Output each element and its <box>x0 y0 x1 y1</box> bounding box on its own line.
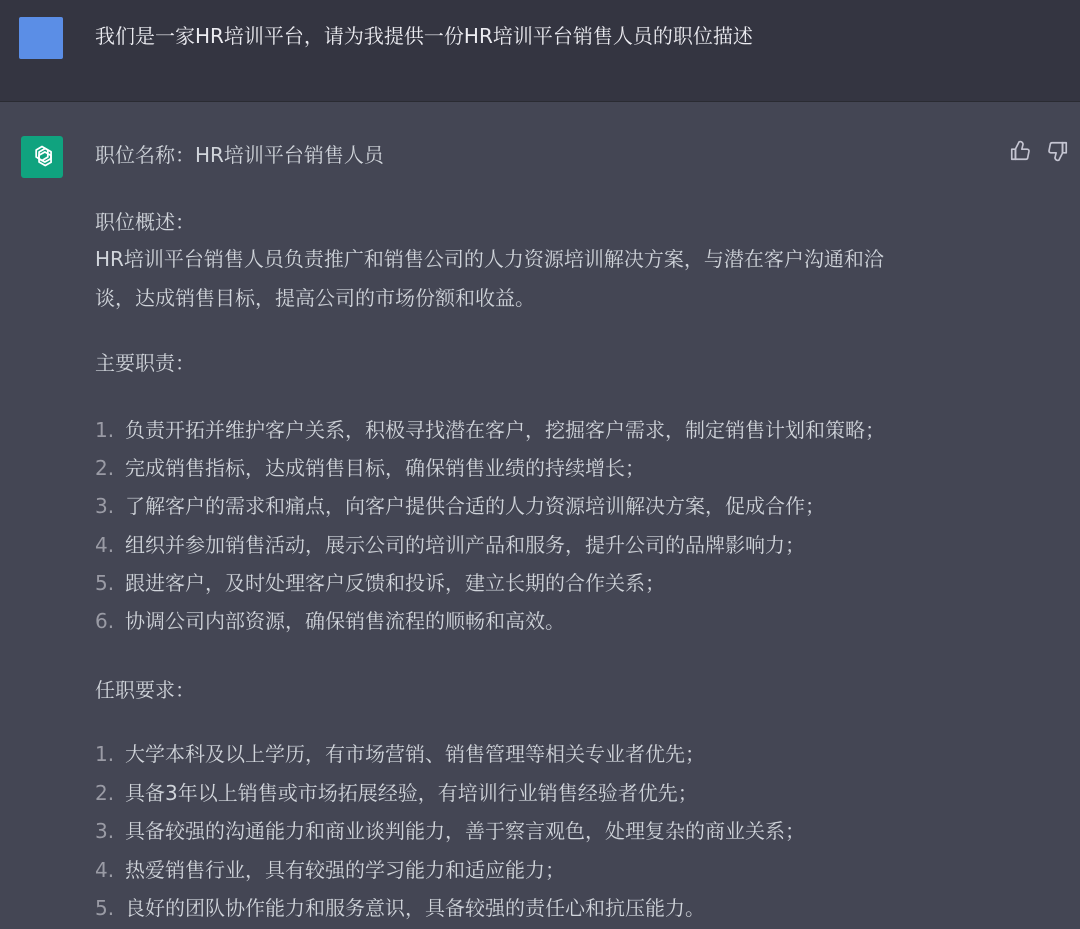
requirement-item-text: 大学本科及以上学历，有市场营销、销售管理等相关专业者优先； <box>125 742 705 766</box>
duty-item-number: 5. <box>95 570 115 595</box>
user-message-row <box>0 0 1080 102</box>
duties-heading: 主要职责： <box>95 351 195 375</box>
thumbs-down-icon <box>1047 140 1069 162</box>
thumbs-up-icon <box>1009 140 1031 162</box>
duty-item <box>95 451 645 485</box>
requirement-item <box>95 776 698 810</box>
duty-item <box>95 528 805 562</box>
requirement-item-number: 4. <box>95 857 115 882</box>
thumbs-down-button[interactable] <box>1045 138 1071 164</box>
duty-item-text: 协调公司内部资源，确保销售流程的顺畅和高效。 <box>125 609 565 633</box>
requirement-item-text: 具备较强的沟通能力和商业谈判能力，善于察言观色，处理复杂的商业关系； <box>125 819 805 843</box>
thumbs-up-button[interactable] <box>1007 138 1033 164</box>
duty-item <box>95 604 565 638</box>
openai-logo-icon <box>21 136 63 178</box>
requirement-item <box>95 737 705 771</box>
requirement-item-text: 具备3年以上销售或市场拓展经验，有培训行业销售经验者优先； <box>125 780 698 805</box>
duty-item-text: 完成销售指标，达成销售目标，确保销售业绩的持续增长； <box>125 456 645 481</box>
overview-text-line-1: HR培训平台销售人员负责推广和销售公司的人力资源培训解决方案，与潜在客户沟通和洽 <box>95 247 884 271</box>
requirement-item <box>95 891 705 925</box>
duty-item-text: 跟进客户，及时处理客户反馈和投诉，建立长期的合作关系； <box>125 570 665 595</box>
duty-item-text: 负责开拓并维护客户关系，积极寻找潜在客户，挖掘客户需求，制定销售计划和策略； <box>125 418 885 442</box>
requirement-item-text: 热爱销售行业，具有较强的学习能力和适应能力； <box>125 857 565 882</box>
duty-item-number: 2. <box>95 456 115 481</box>
requirement-item-number: 2. <box>95 780 115 805</box>
requirements-heading: 任职要求： <box>95 678 195 702</box>
user-avatar <box>19 17 63 59</box>
duty-item <box>95 413 885 447</box>
requirement-item-number: 1. <box>95 742 115 766</box>
duty-item-text: 组织并参加销售活动，展示公司的培训产品和服务，提升公司的品牌影响力； <box>125 532 805 557</box>
job-title: 职位名称：HR培训平台销售人员 <box>95 143 384 167</box>
duty-item-number: 6. <box>95 609 115 633</box>
requirement-item-number: 5. <box>95 896 115 920</box>
duty-item <box>95 489 825 523</box>
overview-text-line-2: 谈，达成销售目标，提高公司的市场份额和收益。 <box>95 286 535 310</box>
duty-item-number: 4. <box>95 532 115 557</box>
requirement-item-text: 良好的团队协作能力和服务意识，具备较强的责任心和抗压能力。 <box>125 896 705 920</box>
requirement-item <box>95 814 805 848</box>
assistant-message-row <box>0 102 1080 929</box>
duty-item-number: 1. <box>95 418 115 442</box>
duty-item-number: 3. <box>95 494 115 519</box>
requirement-item-number: 3. <box>95 819 115 843</box>
user-message-text: 我们是一家HR培训平台，请为我提供一份HR培训平台销售人员的职位描述 <box>95 24 753 48</box>
overview-heading: 职位概述： <box>95 210 195 234</box>
requirement-item <box>95 853 565 887</box>
duty-item-text: 了解客户的需求和痛点，向客户提供合适的人力资源培训解决方案，促成合作； <box>125 494 825 519</box>
duty-item <box>95 566 665 600</box>
